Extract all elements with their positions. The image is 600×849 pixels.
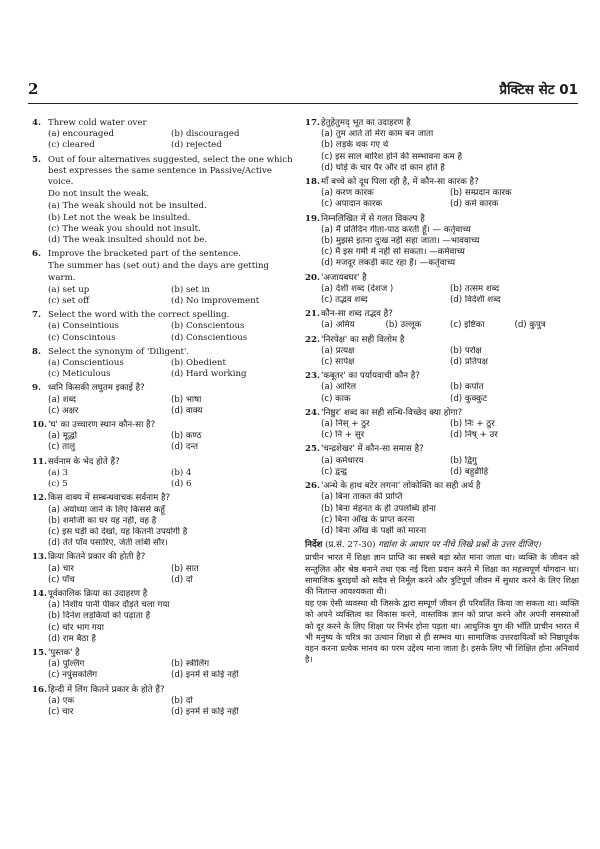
question-number: 10. [32,420,47,431]
options [48,395,294,417]
option-a: (a) 3 [48,467,69,478]
options [321,382,579,404]
question-9 [32,383,294,417]
option-b: (b) परोक्ष [450,345,482,356]
question-number: 15. [32,647,47,658]
option-b: (b) द्विगु [450,455,477,466]
passage-direction [305,540,579,551]
question-23 [305,371,579,405]
option-d: (d) विदेशी शब्द [450,295,501,306]
option-a: (a) शब्द [48,394,76,405]
passage-paragraph-1: प्राचीन भारत में शिक्षा ज्ञान प्राप्ति का सबसे बड़ा स्रोत माना जाता था। व्यक्ति के जीवन को सन्तुलित और श्रेष्ठ बनाने तथा एक नई दिशा प्रदान करने में शिक्षा का महत्त्वपूर्ण योगदान था। सामाजिक बुराइयों को सदैव से निर्मूल करने और त्रुटिपूर्ण जीवन में सुधार करने के लिए शिक्षा की नितान्त आवश्यकता थी। [305,552,579,596]
question-text: 'निष्ठुर' शब्द का सही सन्धि-विच्छेद क्या होगा? [321,407,463,418]
question-text: पूर्वकालिक क्रिया का उदाहरण है [48,588,148,599]
question-number: 8. [32,346,41,357]
options [48,564,294,586]
option-b: (b) बिना मेहनत के ही उपलब्धि होना [321,503,436,514]
question-12 [32,493,294,549]
question-text: 'अन्धे के हाथ बटेर लगना' लोकोक्ति का सही अर्थ है [321,481,481,492]
option-d: (d) The weak insulted should not be. [48,235,208,246]
option-d: (d) दो [171,574,193,585]
question-17 [305,118,579,174]
options [321,320,579,331]
option-d: (d) इनमें से कोई नहीं [171,706,239,717]
option-d: (d) Conscientious [171,332,248,343]
options [321,225,579,270]
option-d: (d) निष् + उर [450,430,498,441]
question-text: 'अजायबघर' है [321,272,367,283]
options [48,201,294,246]
option-c: (c) बिना आँख के प्राप्त करना [321,514,415,525]
question-number: 21. [305,309,320,320]
options [321,492,579,537]
question-26 [305,481,579,537]
question-text: 'पुस्तक' है [48,647,80,658]
passage-paragraph-2: यह एक ऐसी व्यवस्था थी जिसके द्वारा सम्पूर्ण जीवन ही परिवर्तित किया जा सकता था। व्यक्ति को अपने व्यक्तित्व का विकास करने, वास्तविक ज्ञान को प्राप्त करने और अपनी समस्याओं को दूर करने के लिए शिक्षा पर निर्भर होना पड़ता था। आधुनिक युग की भाँति प्राचीन भारत में भी मनुष्य के चरित्र का उत्थान शिक्षा से ही सम्भव था। सामाजिक उत्तरदायित्वों को निष्ठापूर्वक वहन करना प्रत्येक मानव का परम उद्देश्य माना जाता है। इसके लिए भी शिक्षित होना अनिवार्य है। [305,598,579,665]
options [321,284,579,306]
options [48,129,294,151]
options [321,129,579,174]
option-d: (d) इनमें से कोई नहीं [171,670,239,681]
option-b: (b) निः + ठुर [450,419,495,430]
question-sentence: Do not insult the weak. [48,189,150,200]
options [48,600,294,645]
option-b: (b) लड़के थक गए थे [321,140,389,151]
options [48,659,294,681]
question-21 [305,309,579,331]
option-a: (a) encouraged [48,129,115,140]
question-24 [305,408,579,442]
option-c: (c) द्वन्द्व [321,466,347,477]
option-c: (c) इष्टिका [450,320,485,331]
option-a: (a) अमिय [321,320,355,331]
question-18 [305,177,579,211]
option-b: (b) शर्माजी का घर यह नहीं, वह है [48,515,157,526]
option-c: (c) इस घड़ी को देखो, यह कितनी उपयोगी है [48,526,188,537]
question-text: किस वाक्य में सम्बन्धवाचक सर्वनाम है? [48,493,171,504]
question-number: 17. [305,118,320,128]
question-22 [305,335,579,369]
question-number: 26. [305,481,320,492]
options [321,188,579,210]
option-c: (c) सापेक्ष [321,357,355,368]
question-text: माँ बच्चे को दूध पिला रही है, में कौन-सा कारक है? [321,177,479,188]
option-b: (b) Let not the weak be insulted. [48,212,191,223]
option-c: (c) चार [48,706,74,717]
options [48,285,294,307]
question-text: Improve the bracketed part of the sentence. [48,249,241,260]
option-a: (a) चार [48,563,74,574]
option-a: (a) The weak should not be insulted. [48,201,207,212]
options [321,419,579,441]
option-c: (c) तालु [48,442,76,453]
question-8 [32,347,294,381]
question-20 [305,273,579,307]
option-b: (b) भाषा [171,394,202,405]
page-title: प्रैक्टिस सेट 01 [499,82,578,98]
question-text: Threw cold water over [48,118,147,128]
question-number: 5. [32,154,41,165]
option-d: (d) राम बैठा है [48,633,96,644]
option-a: (a) पुल्लिंग [48,659,85,670]
option-d: (d) वाक्य [171,405,203,416]
options [48,468,294,490]
option-c: (c) Conscintous [48,332,116,343]
option-b: (b) दिनेश लड़कियों को पढ़ाता है [48,611,151,622]
option-d: (d) Hard working [171,369,247,380]
option-a: (a) Conscientious [48,358,124,369]
question-5 [32,155,294,247]
option-b: (b) set in [171,284,210,295]
option-d: (d) मजदूर लकड़ी काट रहा है। —कर्तृवाच्य [321,258,456,269]
question-number: 16. [32,684,47,695]
option-a: (a) निशीय पानी पीकर दौड़ते चला गया [48,600,170,611]
options [321,346,579,368]
question-number: 19. [305,213,320,224]
options [48,696,294,718]
option-d: (d) कुपुत्र [514,320,546,331]
option-c: (c) काक [321,393,351,404]
question-6 [32,249,294,307]
option-a: (a) करण कारक [321,188,374,199]
option-b: (b) discouraged [171,129,240,140]
question-text: 'निरपेक्ष' का सही विलोम है [321,334,405,345]
question-text: कौन-सा शब्द तद्भव है? [321,309,393,320]
direction-label: निर्देश [305,540,323,551]
options [48,505,294,550]
question-text: निम्नलिखित में से गलत विकल्प है [321,213,425,224]
options [48,321,294,343]
question-text: 'कबूतर' का पर्यायवाची कौन है? [321,371,420,382]
question-number: 14. [32,588,47,599]
option-c: (c) नपुंसकलिंग [48,670,98,681]
option-c: (c) नि + सुर [321,430,365,441]
question-number: 25. [305,444,320,455]
option-a: (a) Conseintious [48,321,119,332]
option-c: (c) The weak you should not insult. [48,223,201,234]
option-b: (b) कपोत [450,382,484,393]
question-16 [32,685,294,719]
question-19 [305,214,579,270]
header-rule [28,103,578,104]
question-text: ध्वनि किसकी लघुतम इकाई है? [48,383,145,394]
option-b: (b) Obedient [171,358,226,369]
option-d: (d) कर्म कारक [450,199,499,210]
question-7 [32,310,294,344]
question-text: Select the word with the correct spelling. [48,310,230,321]
option-b: (b) स्त्रीलिंग [171,659,210,670]
question-text: क्रिया कितने प्रकार की होती है? [48,552,146,563]
option-a: (a) अयोध्या जाने के लिए किससे कहूँ [48,504,165,515]
option-a: (a) प्रत्यक्ष [321,345,355,356]
question-number: 20. [305,272,320,283]
question-text: हिन्दी में लिंग कितने प्रकार के होते हैं? [48,684,165,695]
option-d: (d) घोड़े के चार पैर और दो कान होते है [321,162,445,173]
question-number: 24. [305,407,320,418]
question-text: Out of four alternatives suggested, select the one which best expresses the same sentence in Passive/Active voice. [48,154,293,188]
option-a: (a) मूर्द्धा [48,431,77,442]
option-a: (a) निस् + ठुर [321,419,370,430]
option-c: (c) अपादान कारक [321,199,383,210]
page-header [28,80,578,100]
question-text: 'घ' का उच्चारण स्थान कौन-सा है? [48,420,156,431]
option-b: (b) Conscientous [171,321,245,332]
option-d: (d) rejected [171,140,222,151]
option-c: (c) अक्षर [48,405,79,416]
question-text: Select the synonym of 'Diligent'. [48,346,190,357]
question-number: 13. [32,552,47,563]
option-b: (b) कण्ठ [171,431,202,442]
question-number: 23. [305,371,320,382]
question-15 [32,648,294,682]
option-c: (c) तद्भव शब्द [321,295,368,306]
question-number: 11. [32,456,47,467]
question-number: 12. [32,493,47,504]
option-b: (b) तत्सम शब्द [450,283,500,294]
options [48,358,294,380]
option-c: (c) set off [48,296,90,307]
question-text: 'चन्द्रशेखर' में कौन-सा समास है? [321,444,424,455]
question-text: हेतुहेतुमद् भूत का उदाहरण है [321,118,411,128]
question-number: 9. [32,383,41,394]
option-d: (d) बहुव्रीहि [450,466,489,477]
option-d: (d) तेते पाँव पसारिए, जेती लांबी सौर। [48,538,168,549]
question-number: 7. [32,310,41,321]
option-c: (c) Meticulous [48,369,111,380]
option-d: (d) No improvement [171,296,260,307]
options [321,456,579,478]
option-d: (d) प्रतिपक्ष [450,357,488,368]
option-c: (c) मैं इस गर्मी में नहीं सो सकता। —कर्मवाच्य [321,247,465,258]
direction-text: गद्यांश के आधार पर नीचे लिखे प्रश्नों के उत्तर दीजिए। [378,540,541,551]
left-column [32,118,294,721]
question-13 [32,552,294,586]
question-sentence: The summer has (set out) and the days are getting warm. [48,261,269,283]
question-10 [32,420,294,454]
right-column [305,118,579,665]
option-d: (d) 6 [171,479,192,490]
option-d: (d) कुक्कुट [450,393,488,404]
option-d: (d) दन्त [171,442,199,453]
option-c: (c) पाँच [48,574,75,585]
option-a: (a) मैं प्रतिदिन गीता-पाठ करती हूँ। — कर्तृवाच्य [321,224,471,235]
question-number: 4. [32,118,41,128]
question-text: सर्वनाम के भेद होते हैं? [48,456,120,467]
option-a: (a) देशी शब्द (देशज ) [321,283,394,294]
option-c: (c) cleared [48,140,95,151]
question-number: 6. [32,249,41,260]
direction-range: (प्र.सं. 27-30) [325,540,376,551]
question-11 [32,457,294,491]
question-4 [32,118,294,152]
option-c: (c) चोर भाग गया [48,622,104,633]
question-14 [32,589,294,645]
option-b: (b) सात [171,563,199,574]
page-number: 2 [28,80,39,98]
option-b: (b) मुझसे इतना दुःख नहीं सहा जाता। —भाववाच्य [321,236,480,247]
option-c: (c) 5 [48,479,68,490]
option-a: (a) एक [48,695,75,706]
option-d: (d) बिना आँख के पक्षी को मारना [321,525,427,536]
option-b: (b) 4 [171,467,192,478]
question-25 [305,444,579,478]
question-number: 22. [305,334,320,345]
options [48,431,294,453]
option-a: (a) कर्मधारय [321,455,364,466]
option-b: (b) उल्लूक [385,320,422,331]
option-a: (a) आरिल [321,382,357,393]
option-a: (a) तुम आते तो मेरा काम बन जाता [321,129,434,140]
option-a: (a) बिना ताकत की प्राप्ति [321,492,403,503]
option-b: (b) दो [171,695,193,706]
question-number: 18. [305,177,320,188]
option-a: (a) set up [48,284,90,295]
option-c: (c) इस साल बारिश होने की सम्भावना कम है [321,151,463,162]
option-b: (b) सम्प्रदान कारक [450,188,512,199]
